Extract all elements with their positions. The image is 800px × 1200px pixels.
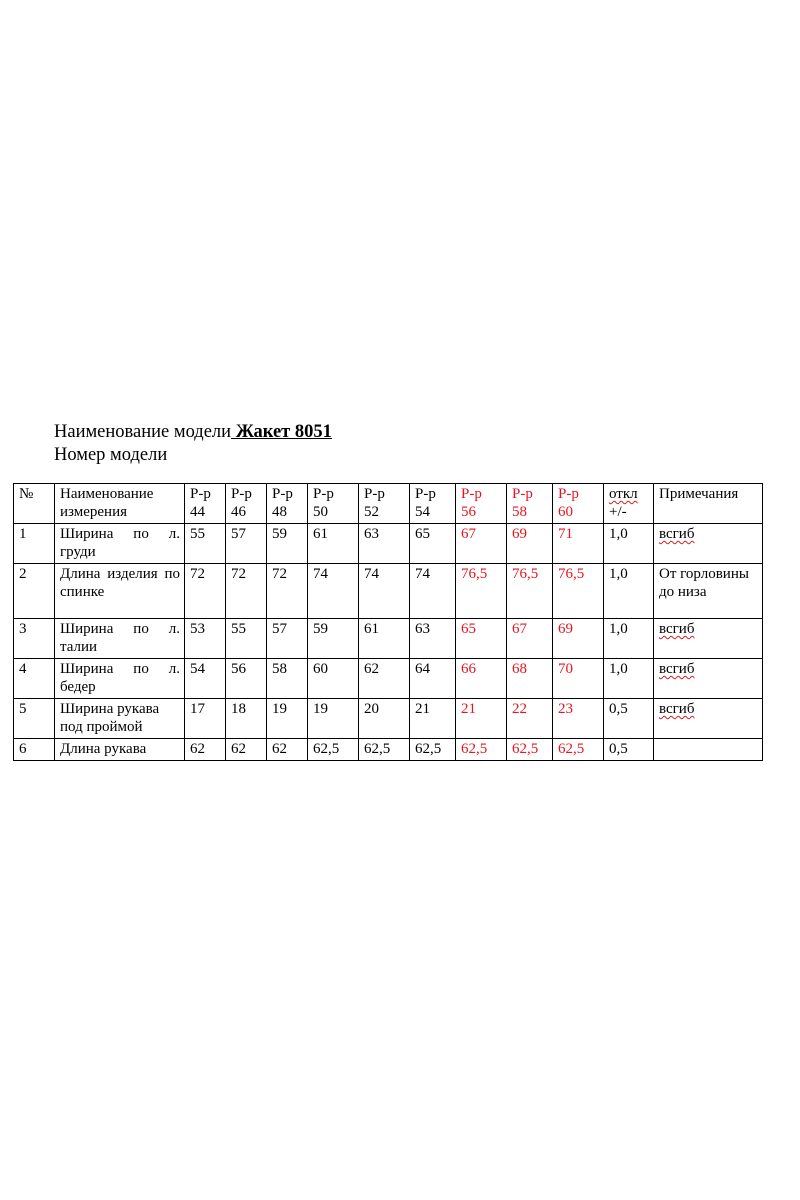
value-cell: 62	[185, 739, 226, 761]
deviation-cell: 1,0	[604, 619, 654, 659]
value-cell: 74	[308, 564, 359, 619]
deviation-cell: 0,5	[604, 739, 654, 761]
note-cell: всгиб	[654, 524, 763, 564]
model-number-line: Номер модели	[54, 445, 168, 465]
row-num: 1	[14, 524, 55, 564]
row-num: 5	[14, 699, 55, 739]
value-cell: 62,5	[308, 739, 359, 761]
value-cell: 69	[553, 619, 604, 659]
header-size-56: Р-р 56	[456, 484, 507, 524]
header-size-58: Р-р 58	[507, 484, 553, 524]
value-cell: 72	[185, 564, 226, 619]
value-cell: 23	[553, 699, 604, 739]
note-cell: всгиб	[654, 619, 763, 659]
value-cell: 67	[456, 524, 507, 564]
value-cell: 63	[410, 619, 456, 659]
value-cell: 22	[507, 699, 553, 739]
value-cell: 74	[359, 564, 410, 619]
row-num: 2	[14, 564, 55, 619]
value-cell: 57	[267, 619, 308, 659]
row-measurement-name: Ширина по л. груди	[55, 524, 185, 564]
header-size-60: Р-р 60	[553, 484, 604, 524]
header-size-50: Р-р 50	[308, 484, 359, 524]
model-name-line	[54, 421, 332, 444]
header-size-44: Р-р 44	[185, 484, 226, 524]
value-cell: 76,5	[553, 564, 604, 619]
value-cell: 62	[359, 659, 410, 699]
table-row	[14, 564, 763, 619]
deviation-cell: 1,0	[604, 524, 654, 564]
table-header-row	[14, 484, 763, 524]
value-cell: 61	[359, 619, 410, 659]
value-cell: 58	[267, 659, 308, 699]
value-cell: 74	[410, 564, 456, 619]
value-cell: 60	[308, 659, 359, 699]
value-cell: 20	[359, 699, 410, 739]
value-cell: 65	[410, 524, 456, 564]
row-measurement-name: Длина рукава	[55, 739, 185, 761]
table-row	[14, 619, 763, 659]
value-cell: 18	[226, 699, 267, 739]
value-cell: 19	[267, 699, 308, 739]
deviation-cell: 1,0	[604, 659, 654, 699]
header-size-48: Р-р 48	[267, 484, 308, 524]
value-cell: 63	[359, 524, 410, 564]
row-measurement-name: Ширина по л. бедер	[55, 659, 185, 699]
value-cell: 61	[308, 524, 359, 564]
note-cell: всгиб	[654, 699, 763, 739]
value-cell: 69	[507, 524, 553, 564]
row-measurement-name: Ширина рукава под проймой	[55, 699, 185, 739]
value-cell: 62,5	[456, 739, 507, 761]
value-cell: 54	[185, 659, 226, 699]
row-num: 6	[14, 739, 55, 761]
row-measurement-name: Длина изделия по спинке	[55, 564, 185, 619]
size-measurement-table	[13, 483, 763, 761]
value-cell: 59	[267, 524, 308, 564]
note-cell: всгиб	[654, 659, 763, 699]
table-row	[14, 699, 763, 739]
value-cell: 76,5	[507, 564, 553, 619]
value-cell: 21	[456, 699, 507, 739]
value-cell: 62	[226, 739, 267, 761]
header-num: №	[14, 484, 55, 524]
value-cell: 55	[226, 619, 267, 659]
row-measurement-name: Ширина по л. талии	[55, 619, 185, 659]
value-cell: 21	[410, 699, 456, 739]
value-cell: 53	[185, 619, 226, 659]
value-cell: 17	[185, 699, 226, 739]
note-cell: От горловины до низа	[654, 564, 763, 619]
header-measurement-name: Наименование измерения	[55, 484, 185, 524]
model-name: Жакет 8051	[231, 422, 332, 442]
value-cell: 72	[267, 564, 308, 619]
value-cell: 56	[226, 659, 267, 699]
value-cell: 62,5	[359, 739, 410, 761]
table-row	[14, 659, 763, 699]
header-size-46: Р-р 46	[226, 484, 267, 524]
value-cell: 62,5	[410, 739, 456, 761]
value-cell: 76,5	[456, 564, 507, 619]
value-cell: 70	[553, 659, 604, 699]
value-cell: 62	[267, 739, 308, 761]
deviation-cell: 1,0	[604, 564, 654, 619]
value-cell: 71	[553, 524, 604, 564]
value-cell: 19	[308, 699, 359, 739]
value-cell: 65	[456, 619, 507, 659]
model-label: Наименование модели	[54, 422, 232, 442]
row-num: 3	[14, 619, 55, 659]
value-cell: 57	[226, 524, 267, 564]
header-notes: Примечания	[654, 484, 763, 524]
header-deviation: откл +/-	[604, 484, 654, 524]
value-cell: 66	[456, 659, 507, 699]
document-heading	[54, 421, 332, 467]
value-cell: 62,5	[553, 739, 604, 761]
deviation-cell: 0,5	[604, 699, 654, 739]
header-size-52: Р-р 52	[359, 484, 410, 524]
value-cell: 68	[507, 659, 553, 699]
header-size-54: Р-р 54	[410, 484, 456, 524]
value-cell: 55	[185, 524, 226, 564]
note-cell	[654, 739, 763, 761]
value-cell: 72	[226, 564, 267, 619]
value-cell: 64	[410, 659, 456, 699]
value-cell: 59	[308, 619, 359, 659]
value-cell: 62,5	[507, 739, 553, 761]
value-cell: 67	[507, 619, 553, 659]
table-row	[14, 739, 763, 761]
table-row	[14, 524, 763, 564]
row-num: 4	[14, 659, 55, 699]
